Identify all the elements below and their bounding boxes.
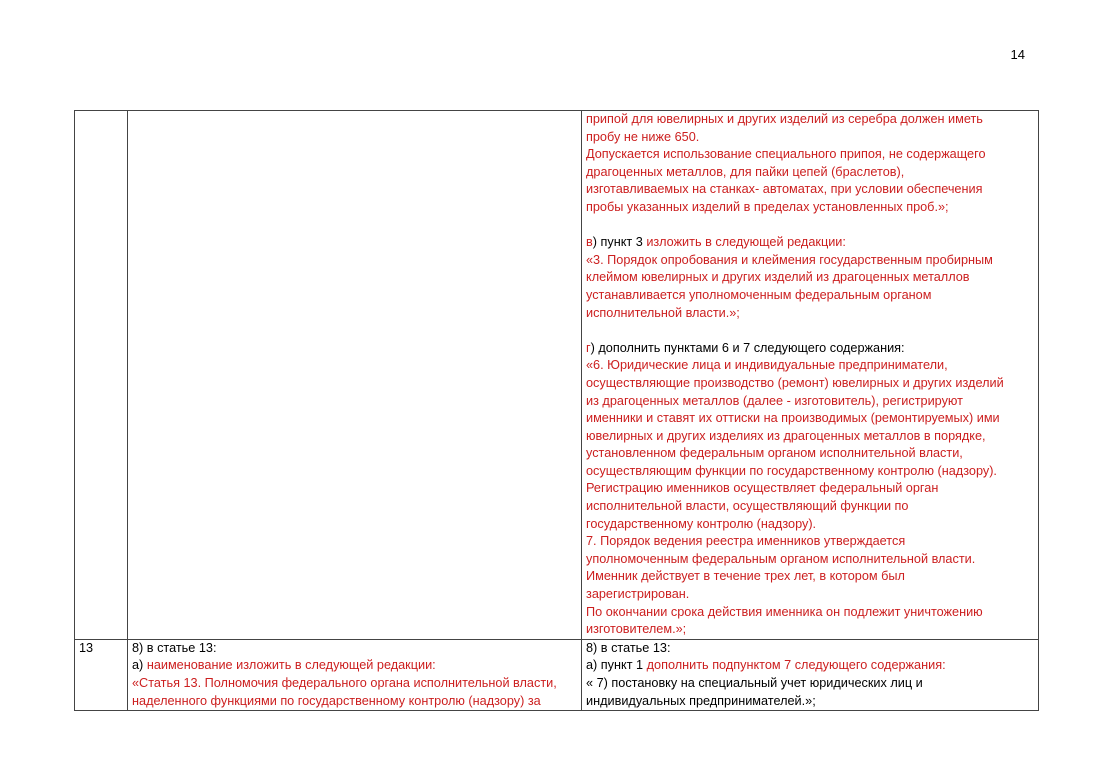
paragraph-special-solder xyxy=(586,146,1034,216)
current-text-cell xyxy=(128,639,582,710)
item-instruction: наименование изложить в следующей редакции: xyxy=(146,658,436,673)
text-line: изготовителем.»; xyxy=(586,622,687,637)
text-line: уполномоченным федеральным органом исполнительной власти. xyxy=(586,551,976,566)
paragraph-solder-probe xyxy=(586,111,1034,146)
paragraph-gap xyxy=(586,322,1034,340)
item-a-heading xyxy=(586,657,1034,675)
text-line: именники и ставят их оттиски на производимых (ремонтируемых) ими xyxy=(586,411,1000,426)
proposed-text-cell xyxy=(582,639,1039,710)
item-instruction: изложить в следующей редакции: xyxy=(646,235,846,250)
item-letter: в xyxy=(586,235,593,250)
text-line: зарегистрирован. xyxy=(586,587,690,602)
article-heading: 8) в статье 13: xyxy=(132,640,217,655)
text-line: Допускается использование специального припоя, не содержащего xyxy=(586,147,986,162)
text-line: ювелирных и других изделиях из драгоценных металлов в порядке, xyxy=(586,428,986,443)
text-line: Регистрацию именников осуществляет федеральный орган xyxy=(586,481,939,496)
row-number-cell xyxy=(75,639,128,710)
page-number: 14 xyxy=(1010,47,1025,62)
text-line: драгоценных металлов, для пайки цепей (браслетов), xyxy=(586,164,905,179)
row-number: 13 xyxy=(79,640,94,655)
table-row-13 xyxy=(75,639,1039,710)
text-line: из драгоценных металлов (далее - изготовитель), регистрируют xyxy=(586,393,963,408)
text-line: 7. Порядок ведения реестра именников утверждается xyxy=(586,534,906,549)
text-line: Именник действует в течение трех лет, в котором был xyxy=(586,569,905,584)
text-line: изготавливаемых на станках- автоматах, при условии обеспечения xyxy=(586,182,983,197)
text-line: По окончании срока действия именника он подлежит уничтожению xyxy=(586,604,983,619)
item-text: ) пункт 3 xyxy=(592,235,647,250)
item-v-heading xyxy=(586,234,1034,252)
text-line: «Статья 13. Полномочия федерального органа исполнительной власти, xyxy=(132,676,557,690)
text-line: исполнительной власти.»; xyxy=(586,305,740,320)
text-line: «3. Порядок опробования и клеймения государственным пробирным xyxy=(586,252,993,267)
text-line: « 7) постановку на специальный учет юридических лиц и xyxy=(586,676,923,690)
paragraph-point-3 xyxy=(586,252,1034,322)
text-line: устанавливается уполномоченным федеральным органом xyxy=(586,287,932,302)
item-text: а) пункт 1 xyxy=(586,658,647,673)
paragraph-gap xyxy=(586,217,1034,235)
item-a-heading xyxy=(132,657,577,675)
item-instruction: дополнить подпунктом 7 следующего содержания: xyxy=(646,658,946,673)
text-line: установленном федеральным органом исполнительной власти, xyxy=(586,446,963,461)
cell-content xyxy=(132,640,577,710)
text-line: наделенного функциями по государственному контролю (надзору) за xyxy=(132,693,541,708)
text-line: исполнительной власти, осуществляющий функции по xyxy=(586,499,909,514)
proposed-text-cell xyxy=(582,111,1039,640)
text-line: индивидуальных предпринимателей.»; xyxy=(586,693,816,708)
cell-content xyxy=(586,640,1034,710)
paragraph-points-6-7 xyxy=(586,357,1034,639)
current-text-cell xyxy=(128,111,582,640)
item-g-heading xyxy=(586,340,1034,358)
text-line: осуществляющим функции по государственному контролю (надзору). xyxy=(586,463,997,478)
text-line: пробы указанных изделий в пределах установленных проб.»; xyxy=(586,199,949,214)
item-letter: г xyxy=(586,340,591,355)
amendments-table xyxy=(74,110,1039,711)
row-number-cell xyxy=(75,111,128,640)
text-line: осуществляющие производство (ремонт) ювелирных и других изделий xyxy=(586,375,1004,390)
text-line: «6. Юридические лица и индивидуальные предприниматели, xyxy=(586,358,948,373)
article-heading: 8) в статье 13: xyxy=(586,640,671,655)
table-row-continuation xyxy=(75,111,1039,640)
text-line: государственному контролю (надзору). xyxy=(586,516,817,531)
text-line: припой для ювелирных и других изделий из серебра должен иметь xyxy=(586,112,983,126)
item-text: а) xyxy=(132,658,147,673)
item-text: ) дополнить пунктами 6 и 7 следующего содержания: xyxy=(590,340,905,355)
text-line: клеймом ювелирных и других изделий из драгоценных металлов xyxy=(586,270,970,285)
text-line: пробу не ниже 650. xyxy=(586,129,700,144)
